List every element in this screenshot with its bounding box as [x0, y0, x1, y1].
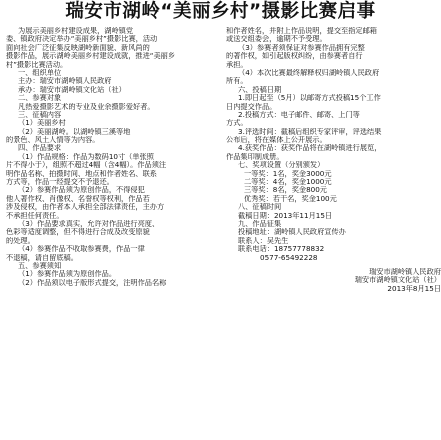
- notice-title: 瑞安市湖岭“美丽乡村”摄影比赛启事: [65, 1, 376, 22]
- signature-co-organizer: 瑞安市湖岭镇文化站（社）: [354, 276, 441, 285]
- text-line: 他人著作权、肖像权、名誉权等权利，作品若: [6, 194, 150, 203]
- text-line: 为展示美丽乡村建设成果，湖岭镇党: [18, 27, 134, 35]
- text-line: 承担。: [226, 60, 248, 69]
- text-line: 六、投稿日期: [238, 85, 282, 94]
- text-line: 八、征稿时间: [238, 203, 282, 212]
- text-line: 二等奖：4名，奖金1000元: [244, 178, 332, 187]
- text-line: 一等奖：1名，奖金3000元: [244, 169, 332, 178]
- text-line: 委、镇政府决定举办“美丽乡村”摄影比赛，活动: [6, 35, 158, 44]
- text-line: （1）美丽乡村: [18, 119, 66, 128]
- text-line: （1）作品规格：作品为数码10寸（单张照: [18, 152, 154, 161]
- text-line: 方式。: [226, 119, 248, 128]
- text-line: 五、参赛须知: [18, 261, 62, 270]
- text-line: 一、组织单位: [18, 68, 62, 77]
- text-line: 色彩等适度调整，但不得进行合成及改变原貌: [6, 228, 150, 237]
- text-line: 凡热爱摄影艺术的专业及业余摄影爱好者。: [18, 102, 155, 111]
- text-line: 四、作品要求: [18, 144, 62, 153]
- text-line: 截稿日期：2013年11月15日: [238, 211, 333, 220]
- text-line: （2）作品须以电子版形式提交，注明作品名称: [18, 278, 167, 287]
- text-line: 片不得小于），组照不超过4幅（含4幅）。作品须注: [6, 161, 167, 170]
- text-line: 方式等，作品一经提交不予退还。: [6, 178, 114, 187]
- text-line: 九、作品征集: [238, 219, 282, 228]
- text-line: （4）参赛作品不收取参赛费，作品一律: [18, 245, 145, 254]
- text-line: （3）作品要求真实，允许对作品进行亮度、: [18, 219, 160, 228]
- text-line: 2.投稿方式：电子邮件、邮寄、上门等: [238, 110, 360, 119]
- text-line: （1）参赛作品须为原创作品。: [18, 270, 117, 279]
- text-line: 不承担任何责任。: [6, 211, 64, 220]
- text-line: 村”摄影比赛活动。: [6, 60, 68, 69]
- text-line: 4.获奖作品：获奖作品将在湖岭镇进行展览，: [238, 144, 382, 153]
- text-line: 公布后，将在媒体上公开展示。: [226, 136, 327, 145]
- text-line: 明作品名称、拍摄时间、地点和作者姓名、联系: [6, 169, 157, 178]
- right-column-body: [226, 27, 441, 262]
- text-line: （3）参赛者须保证对参赛作品拥有完整: [238, 43, 365, 52]
- signature-organizer: 瑞安市湖岭镇人民政府: [369, 267, 441, 276]
- text-line: 涉及侵权，由作者本人承担全部法律责任，主办方: [6, 203, 165, 212]
- text-line: 优秀奖：若干名，奖金100元: [244, 194, 337, 203]
- text-line: 联系人：吴先生: [238, 236, 289, 245]
- text-line: 的著作权，如引起版权纠纷，由参赛者自行: [226, 52, 363, 61]
- text-line: 二、参赛对象: [18, 94, 62, 103]
- signature-block: [226, 268, 441, 293]
- text-line: 联系电话：18757778832: [238, 245, 325, 254]
- left-column: [6, 27, 221, 437]
- text-line: （2）参赛作品须为原创作品，不得侵犯: [18, 186, 145, 195]
- text-line: 三等奖：8名，奖金800元: [244, 186, 327, 195]
- signature-date: 2013年8月15日: [387, 284, 441, 293]
- text-line: 摄影作品，展示湖岭美丽乡村建设成就，推进“美丽乡: [6, 52, 176, 61]
- text-line: 三、征稿内容: [18, 110, 62, 119]
- text-line: 主办：瑞安市湖岭镇人民政府: [18, 77, 112, 86]
- text-line: 投稿地址：湖岭镇人民政府宣传办: [238, 228, 346, 237]
- text-line: 3.评选时间：截稿后组织专家评审，评选结果: [238, 127, 382, 136]
- text-line: （2）美丽湖岭。以湖岭镇三溪等地: [18, 127, 131, 136]
- text-line: （4）本次比赛最终解释权归湖岭镇人民政府: [238, 68, 380, 77]
- text-line: 的处理。: [6, 236, 35, 245]
- text-line: 或送交组委会，逾期不予受理。: [226, 35, 327, 44]
- text-line: 不退稿，请自留底稿。: [6, 253, 78, 262]
- text-line: 0577-65492228: [260, 253, 318, 262]
- text-line: 作品集印制成册。: [226, 152, 284, 161]
- right-column: [226, 27, 441, 437]
- text-line: 面向社会广泛征集反映湖岭新面貌、新风尚的: [6, 43, 150, 52]
- text-line: 七、奖项设置（分别颁发）: [238, 161, 325, 170]
- text-line: 1.即日起至（5月）以邮寄方式投稿15个工作: [238, 94, 381, 103]
- text-line: 和作者姓名，并附上作品说明，提交至指定邮箱: [226, 27, 377, 35]
- text-line: 日内提交作品。: [226, 102, 277, 111]
- text-line: 所有。: [226, 77, 248, 86]
- text-line: 的景色、风土人情等为内容。: [6, 136, 100, 145]
- text-line: 承办：瑞安市湖岭镇文化站（社）: [18, 85, 126, 94]
